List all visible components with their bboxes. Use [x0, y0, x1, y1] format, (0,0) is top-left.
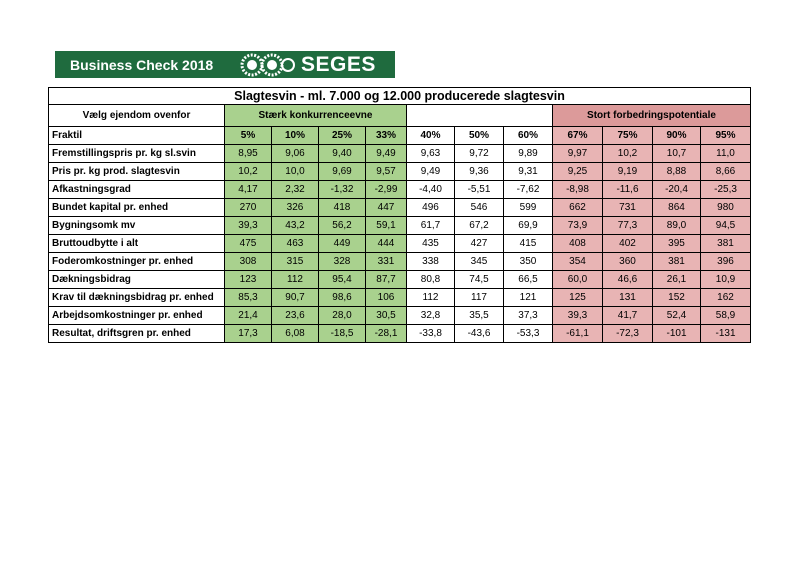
row-label: Afkastningsgrad [49, 181, 225, 199]
table-row [49, 163, 751, 181]
value-cell: 9,97 [553, 145, 603, 163]
fraktil-header: 40% [407, 127, 455, 145]
value-cell: -18,5 [319, 325, 366, 343]
value-cell: 125 [553, 289, 603, 307]
row-label: Bundet kapital pr. enhed [49, 199, 225, 217]
value-cell: 28,0 [319, 307, 366, 325]
value-cell: 94,5 [701, 217, 751, 235]
value-cell: 41,7 [603, 307, 653, 325]
value-cell: 8,95 [225, 145, 272, 163]
value-cell: 9,25 [553, 163, 603, 181]
value-cell: 345 [455, 253, 504, 271]
table-row [49, 217, 751, 235]
fraktil-header: 10% [272, 127, 319, 145]
benchmark-table [48, 87, 751, 343]
row-label: Krav til dækningsbidrag pr. enhed [49, 289, 225, 307]
fraktil-header: 90% [653, 127, 701, 145]
value-cell: -131 [701, 325, 751, 343]
value-cell: 308 [225, 253, 272, 271]
value-cell: 326 [272, 199, 319, 217]
value-cell: 32,8 [407, 307, 455, 325]
fraktil-header: 33% [366, 127, 407, 145]
value-cell: 152 [653, 289, 701, 307]
value-cell: 9,63 [407, 145, 455, 163]
value-cell: 52,4 [653, 307, 701, 325]
table-row [49, 289, 751, 307]
value-cell: -101 [653, 325, 701, 343]
value-cell: 89,0 [653, 217, 701, 235]
value-cell: 10,7 [653, 145, 701, 163]
value-cell: -28,1 [366, 325, 407, 343]
value-cell: 449 [319, 235, 366, 253]
value-cell: 864 [653, 199, 701, 217]
table-row [49, 199, 751, 217]
value-cell: 39,3 [225, 217, 272, 235]
row-label: Foderomkostninger pr. enhed [49, 253, 225, 271]
value-cell: 106 [366, 289, 407, 307]
value-cell: 112 [272, 271, 319, 289]
value-cell: 418 [319, 199, 366, 217]
value-cell: 9,06 [272, 145, 319, 163]
fraktil-header: 5% [225, 127, 272, 145]
value-cell: 6,08 [272, 325, 319, 343]
value-cell: 10,2 [225, 163, 272, 181]
value-cell: 87,7 [366, 271, 407, 289]
fraktil-header: 25% [319, 127, 366, 145]
value-cell: -61,1 [553, 325, 603, 343]
banner-title: Business Check 2018 [70, 56, 214, 73]
value-cell: 74,5 [455, 271, 504, 289]
value-cell: -33,8 [407, 325, 455, 343]
value-cell: 9,36 [455, 163, 504, 181]
table-row [49, 145, 751, 163]
table-row [49, 253, 751, 271]
table-row [49, 181, 751, 199]
value-cell: 11,0 [701, 145, 751, 163]
value-cell: 354 [553, 253, 603, 271]
value-cell: 427 [455, 235, 504, 253]
value-cell: 444 [366, 235, 407, 253]
value-cell: 9,57 [366, 163, 407, 181]
value-cell: 43,2 [272, 217, 319, 235]
value-cell: 69,9 [504, 217, 553, 235]
value-cell: 338 [407, 253, 455, 271]
row-label: Resultat, driftsgren pr. enhed [49, 325, 225, 343]
value-cell: 447 [366, 199, 407, 217]
value-cell: 9,89 [504, 145, 553, 163]
value-cell: 58,9 [701, 307, 751, 325]
fraktil-header: 75% [603, 127, 653, 145]
business-check-banner [55, 51, 395, 78]
row-label: Pris pr. kg prod. slagtesvin [49, 163, 225, 181]
fraktil-header: 67% [553, 127, 603, 145]
value-cell: 360 [603, 253, 653, 271]
value-cell: 463 [272, 235, 319, 253]
value-cell: 9,49 [407, 163, 455, 181]
seges-logo-text: SEGES [301, 52, 376, 76]
row-label: Fremstillingspris pr. kg sl.svin [49, 145, 225, 163]
fraktil-header: 60% [504, 127, 553, 145]
value-cell: 66,5 [504, 271, 553, 289]
value-cell: -43,6 [455, 325, 504, 343]
value-cell: -5,51 [455, 181, 504, 199]
value-cell: 35,5 [455, 307, 504, 325]
value-cell: 662 [553, 199, 603, 217]
value-cell: 67,2 [455, 217, 504, 235]
value-cell: 8,66 [701, 163, 751, 181]
value-cell: 56,2 [319, 217, 366, 235]
value-cell: 61,7 [407, 217, 455, 235]
table-row [49, 307, 751, 325]
improvement-potential-header: Stort forbedringspotentiale [553, 105, 751, 127]
value-cell: 9,40 [319, 145, 366, 163]
value-cell: -1,32 [319, 181, 366, 199]
seges-logo [240, 53, 376, 77]
row-label: Dækningsbidrag [49, 271, 225, 289]
value-cell: 9,49 [366, 145, 407, 163]
value-cell: 17,3 [225, 325, 272, 343]
value-cell: 117 [455, 289, 504, 307]
value-cell: 599 [504, 199, 553, 217]
value-cell: 85,3 [225, 289, 272, 307]
value-cell: 23,6 [272, 307, 319, 325]
value-cell: 39,3 [553, 307, 603, 325]
value-cell: 475 [225, 235, 272, 253]
seges-emblem-icon [240, 53, 296, 77]
row-label: Bygningsomk mv [49, 217, 225, 235]
value-cell: 112 [407, 289, 455, 307]
value-cell: 270 [225, 199, 272, 217]
value-cell: 131 [603, 289, 653, 307]
value-cell: -53,3 [504, 325, 553, 343]
value-cell: 21,4 [225, 307, 272, 325]
table-row [49, 235, 751, 253]
value-cell: 98,6 [319, 289, 366, 307]
value-cell: 46,6 [603, 271, 653, 289]
value-cell: 37,3 [504, 307, 553, 325]
value-cell: 328 [319, 253, 366, 271]
value-cell: 10,9 [701, 271, 751, 289]
value-cell: 121 [504, 289, 553, 307]
table-row [49, 271, 751, 289]
value-cell: 2,32 [272, 181, 319, 199]
value-cell: -4,40 [407, 181, 455, 199]
value-cell: 123 [225, 271, 272, 289]
value-cell: 350 [504, 253, 553, 271]
value-cell: 77,3 [603, 217, 653, 235]
fraktil-header: 95% [701, 127, 751, 145]
value-cell: 10,2 [603, 145, 653, 163]
value-cell: -2,99 [366, 181, 407, 199]
value-cell: 381 [701, 235, 751, 253]
value-cell: 331 [366, 253, 407, 271]
value-cell: 731 [603, 199, 653, 217]
row-label: Arbejdsomkostninger pr. enhed [49, 307, 225, 325]
value-cell: 9,19 [603, 163, 653, 181]
value-cell: 73,9 [553, 217, 603, 235]
value-cell: -8,98 [553, 181, 603, 199]
value-cell: 95,4 [319, 271, 366, 289]
value-cell: 30,5 [366, 307, 407, 325]
value-cell: 162 [701, 289, 751, 307]
value-cell: 26,1 [653, 271, 701, 289]
select-property-label: Vælg ejendom ovenfor [49, 105, 225, 127]
value-cell: 408 [553, 235, 603, 253]
value-cell: 381 [653, 253, 701, 271]
value-cell: 59,1 [366, 217, 407, 235]
value-cell: 315 [272, 253, 319, 271]
value-cell: 9,31 [504, 163, 553, 181]
value-cell: 396 [701, 253, 751, 271]
value-cell: -11,6 [603, 181, 653, 199]
value-cell: 546 [455, 199, 504, 217]
value-cell: -72,3 [603, 325, 653, 343]
value-cell: 8,88 [653, 163, 701, 181]
value-cell: 10,0 [272, 163, 319, 181]
fraktil-label: Fraktil [49, 127, 225, 145]
middle-band-header [407, 105, 553, 127]
value-cell: -20,4 [653, 181, 701, 199]
fraktil-header: 50% [455, 127, 504, 145]
row-label: Bruttoudbytte i alt [49, 235, 225, 253]
value-cell: 415 [504, 235, 553, 253]
value-cell: 90,7 [272, 289, 319, 307]
table-title: Slagtesvin - ml. 7.000 og 12.000 producerede slagtesvin [49, 88, 751, 105]
value-cell: 4,17 [225, 181, 272, 199]
value-cell: 9,72 [455, 145, 504, 163]
value-cell: 80,8 [407, 271, 455, 289]
value-cell: 395 [653, 235, 701, 253]
value-cell: -7,62 [504, 181, 553, 199]
value-cell: 980 [701, 199, 751, 217]
value-cell: 435 [407, 235, 455, 253]
value-cell: 402 [603, 235, 653, 253]
value-cell: 496 [407, 199, 455, 217]
value-cell: 60,0 [553, 271, 603, 289]
value-cell: 9,69 [319, 163, 366, 181]
strong-competitiveness-header: Stærk konkurrenceevne [225, 105, 407, 127]
value-cell: -25,3 [701, 181, 751, 199]
table-row [49, 325, 751, 343]
